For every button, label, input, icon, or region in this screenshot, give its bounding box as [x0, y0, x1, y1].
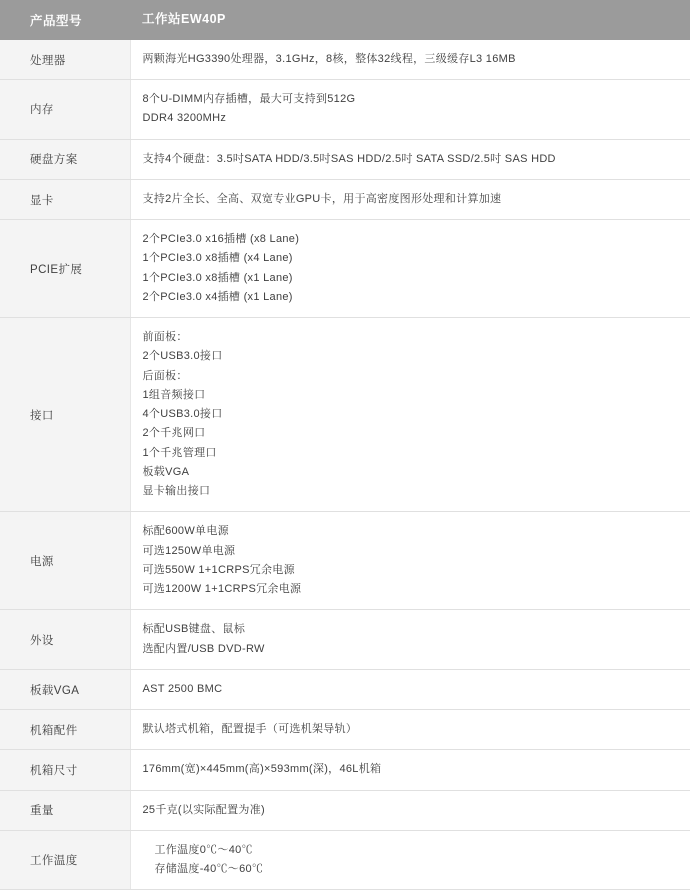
spec-value-cell	[130, 710, 690, 750]
table-row	[0, 40, 690, 80]
spec-label-cell: 板载VGA	[0, 669, 130, 709]
spec-value-line: 两颗海光HG3390处理器，3.1GHz，8核，整体32线程，三级缓存L3 16MB	[142, 52, 516, 65]
spec-value-cell	[130, 80, 690, 140]
spec-value-line: 支持4个硬盘：3.5吋SATA HDD/3.5吋SAS HDD/2.5吋 SATA SSD/2.5吋 SAS HDD	[142, 152, 556, 165]
spec-value-line: 2个USB3.0接口	[142, 350, 223, 363]
spec-value-cell	[130, 139, 690, 179]
spec-label-cell: PCIE扩展	[0, 220, 130, 318]
spec-label-cell: 电源	[0, 512, 130, 610]
spec-value-line: 1个千兆管理口	[142, 446, 217, 459]
spec-value-cell	[130, 669, 690, 709]
spec-label-cell: 外设	[0, 610, 130, 670]
spec-value-line: 标配600W单电源	[142, 525, 229, 538]
table-row	[0, 139, 690, 179]
spec-value-line: 1个PCIe3.0 x8插槽 (x1 Lane)	[142, 271, 293, 284]
spec-value-line: 默认塔式机箱，配置提手（可选机架导轨）	[142, 723, 358, 736]
spec-value-line: 4个USB3.0接口	[142, 408, 223, 421]
table-row	[0, 220, 690, 318]
spec-label-cell: 工作温度	[0, 830, 130, 890]
spec-value-line: DDR4 3200MHz	[142, 112, 227, 125]
table-row	[0, 830, 690, 890]
table-row	[0, 790, 690, 830]
spec-value-line: AST 2500 BMC	[142, 682, 223, 695]
spec-value-cell	[130, 790, 690, 830]
spec-value-cell	[130, 830, 690, 890]
table-row	[0, 512, 690, 610]
table-row	[0, 318, 690, 512]
spec-label-cell: 接口	[0, 318, 130, 512]
table-row	[0, 710, 690, 750]
spec-value-line: 2个千兆网口	[142, 427, 206, 440]
spec-value-line: 支持2片全长、全高、双宽专业GPU卡，用于高密度图形处理和计算加速	[142, 192, 502, 205]
spec-value-line: 176mm(宽)×445mm(高)×593mm(深)，46L机箱	[142, 763, 382, 776]
spec-value-line: 板载VGA	[142, 465, 190, 478]
spec-value-line: 可选1250W单电源	[142, 544, 236, 557]
spec-label-cell: 硬盘方案	[0, 139, 130, 179]
spec-value-line: 1个PCIe3.0 x8插槽 (x4 Lane)	[142, 252, 293, 265]
spec-value-line: 2个PCIe3.0 x16插槽 (x8 Lane)	[142, 233, 300, 246]
spec-value-line: 25千克(以实际配置为准)	[142, 803, 265, 816]
table-row	[0, 750, 690, 790]
spec-value-line: 标配USB键盘、鼠标	[142, 623, 246, 636]
spec-label-cell: 机箱尺寸	[0, 750, 130, 790]
spec-label-cell: 显卡	[0, 179, 130, 219]
table-row	[0, 80, 690, 140]
spec-value-cell	[130, 318, 690, 512]
spec-label-cell: 处理器	[0, 40, 130, 80]
spec-value-line: 后面板：	[142, 369, 188, 382]
spec-value-cell	[130, 220, 690, 318]
spec-value-cell	[130, 750, 690, 790]
spec-value-line: 工作温度0℃～40℃	[154, 843, 253, 856]
spec-value-line: 显卡输出接口	[142, 485, 211, 498]
header-value-cell: 工作站EW40P	[130, 0, 690, 40]
spec-value-line: 存储温度-40℃～60℃	[154, 863, 264, 876]
header-label-cell: 产品型号	[0, 0, 130, 40]
spec-value-line: 8个U-DIMM内存插槽，最大可支持到512G	[142, 93, 356, 106]
spec-value-line: 2个PCIe3.0 x4插槽 (x1 Lane)	[142, 290, 293, 303]
spec-label-cell: 机箱配件	[0, 710, 130, 750]
spec-value-line: 可选1200W 1+1CRPS冗余电源	[142, 583, 302, 596]
spec-label-cell: 重量	[0, 790, 130, 830]
spec-value-line: 选配内置/USB DVD-RW	[142, 642, 265, 655]
spec-value-line: 可选550W 1+1CRPS冗余电源	[142, 563, 295, 576]
spec-value-cell	[130, 512, 690, 610]
spec-label-cell: 内存	[0, 80, 130, 140]
table-row	[0, 669, 690, 709]
spec-table-header-row	[0, 0, 690, 40]
spec-value-line: 前面板：	[142, 331, 188, 344]
spec-value-line: 1组音频接口	[142, 388, 206, 401]
spec-value-cell	[130, 40, 690, 80]
table-row	[0, 610, 690, 670]
table-row	[0, 179, 690, 219]
spec-value-cell	[130, 610, 690, 670]
spec-value-cell	[130, 179, 690, 219]
